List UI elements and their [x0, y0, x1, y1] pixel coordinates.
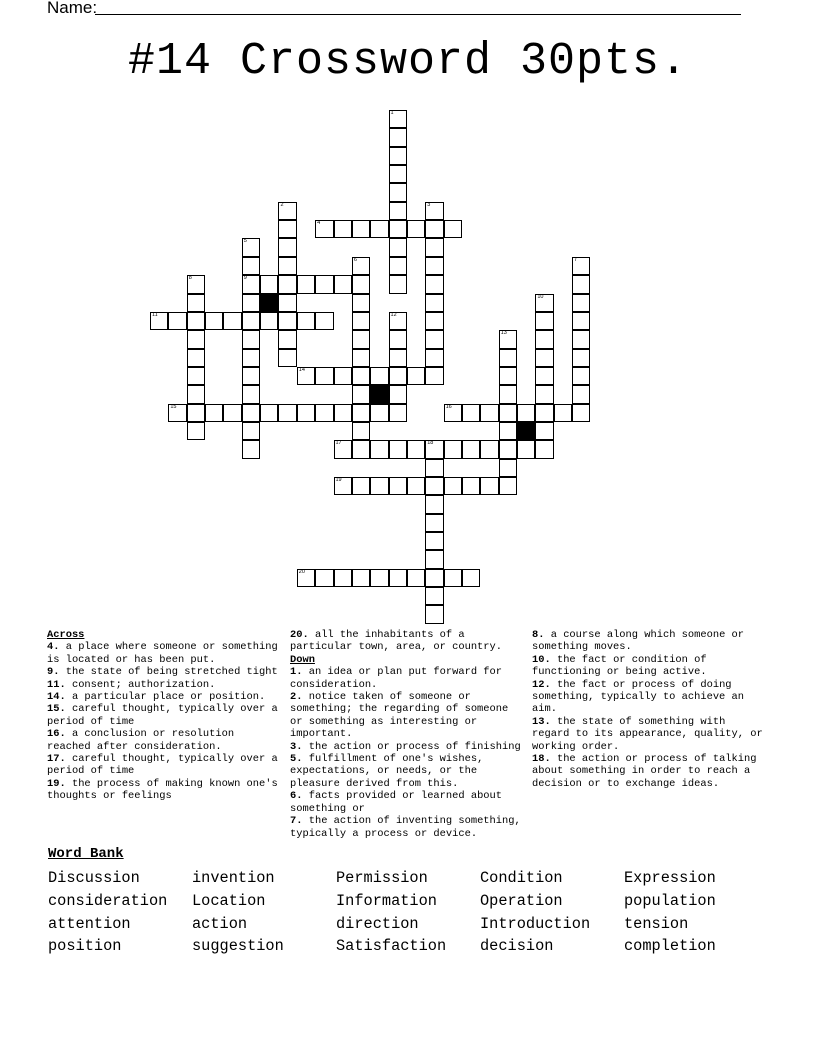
clue-number-label: 19.: [47, 777, 72, 790]
clue-number: 14: [298, 366, 305, 373]
grid-cell[interactable]: [278, 294, 296, 312]
grid-cell[interactable]: [370, 367, 388, 385]
grid-cell[interactable]: [187, 349, 205, 367]
grid-cell[interactable]: [187, 422, 205, 440]
clue-text: a course along which someone or something moves.: [532, 629, 745, 654]
clues-column-3: [532, 629, 766, 790]
grid-cell[interactable]: [352, 220, 370, 238]
clue-item: [47, 679, 281, 691]
clue-number-label: 20.: [290, 629, 315, 641]
grid-cell[interactable]: [535, 312, 553, 330]
word-bank-item: invention: [192, 869, 275, 887]
grid-cell[interactable]: [389, 275, 407, 293]
clue-number-label: 2.: [290, 691, 309, 704]
grid-cell[interactable]: [499, 385, 517, 403]
grid-cell[interactable]: [535, 422, 553, 440]
grid-cell[interactable]: [499, 477, 517, 495]
grid-cell[interactable]: [334, 477, 352, 495]
grid-cell[interactable]: [187, 275, 205, 293]
grid-black-cell: [370, 385, 388, 403]
clue-text: the state of being stretched tight: [65, 666, 278, 679]
clue-item: [290, 691, 524, 741]
grid-cell[interactable]: [297, 312, 315, 330]
grid-cell[interactable]: [444, 220, 462, 238]
clue-item: [532, 629, 766, 654]
name-label: Name:: [47, 0, 98, 17]
clue-item: [47, 753, 281, 778]
grid-cell[interactable]: [425, 514, 443, 532]
grid-cell[interactable]: [278, 349, 296, 367]
grid-cell[interactable]: [352, 330, 370, 348]
clue-number-label: 18.: [532, 753, 557, 766]
grid-cell[interactable]: [370, 440, 388, 458]
grid-cell[interactable]: [370, 220, 388, 238]
clue-item: [532, 654, 766, 679]
grid-cell[interactable]: [297, 569, 315, 587]
grid-cell[interactable]: [389, 330, 407, 348]
grid-cell[interactable]: [535, 367, 553, 385]
clue-number-label: 1.: [290, 666, 309, 679]
grid-cell[interactable]: [242, 385, 260, 403]
grid-cell[interactable]: [389, 183, 407, 201]
clue-number-label: 10.: [532, 653, 557, 666]
grid-cell[interactable]: [389, 440, 407, 458]
grid-cell[interactable]: [480, 404, 498, 422]
clue-item: [47, 666, 281, 678]
grid-cell[interactable]: [535, 440, 553, 458]
clue-item: [47, 778, 281, 803]
grid-cell[interactable]: [370, 477, 388, 495]
grid-cell[interactable]: [425, 257, 443, 275]
clue-text: a particular place or position.: [71, 691, 266, 704]
grid-cell[interactable]: [572, 330, 590, 348]
clue-item: [47, 703, 281, 728]
clues-column-2: [290, 629, 524, 840]
grid-cell[interactable]: [389, 128, 407, 146]
grid-cell[interactable]: [352, 257, 370, 275]
grid-cell[interactable]: [352, 385, 370, 403]
grid-cell[interactable]: [425, 495, 443, 513]
clue-number: 8: [188, 275, 192, 282]
grid-cell[interactable]: [260, 404, 278, 422]
clue-item: [290, 815, 524, 840]
grid-cell[interactable]: [554, 404, 572, 422]
grid-cell[interactable]: [425, 294, 443, 312]
grid-cell[interactable]: [425, 569, 443, 587]
grid-cell[interactable]: [187, 404, 205, 422]
word-bank-item: consideration: [48, 891, 168, 910]
grid-cell[interactable]: [425, 202, 443, 220]
clue-number: 2: [280, 201, 284, 208]
grid-cell[interactable]: [425, 238, 443, 256]
grid-cell[interactable]: [205, 312, 223, 330]
grid-cell[interactable]: [389, 202, 407, 220]
grid-cell[interactable]: [315, 404, 333, 422]
grid-black-cell: [260, 294, 278, 312]
grid-cell[interactable]: [425, 330, 443, 348]
grid-cell[interactable]: [315, 220, 333, 238]
grid-cell[interactable]: [572, 257, 590, 275]
clue-number-label: 8.: [532, 629, 551, 641]
grid-cell[interactable]: [242, 312, 260, 330]
grid-cell[interactable]: [315, 569, 333, 587]
grid-cell[interactable]: [315, 275, 333, 293]
grid-cell[interactable]: [425, 312, 443, 330]
grid-cell[interactable]: [297, 404, 315, 422]
word-bank-row: [48, 915, 768, 938]
clue-text: all the inhabitants of a particular town, area, or country.: [290, 629, 503, 654]
grid-cell[interactable]: [517, 440, 535, 458]
clue-item: [532, 679, 766, 716]
grid-cell[interactable]: [407, 477, 425, 495]
clues-column-1: [47, 629, 281, 803]
grid-cell[interactable]: [315, 367, 333, 385]
clue-number: 18: [427, 440, 434, 447]
grid-cell[interactable]: [480, 477, 498, 495]
clue-number: 19: [335, 477, 342, 483]
clue-number: 6: [353, 256, 357, 263]
grid-cell[interactable]: [334, 404, 352, 422]
clue-item: [290, 666, 524, 691]
grid-cell[interactable]: [389, 404, 407, 422]
grid-cell[interactable]: [223, 312, 241, 330]
grid-cell[interactable]: [352, 404, 370, 422]
grid-cell[interactable]: [242, 257, 260, 275]
clue-number: 12: [390, 311, 397, 318]
clue-text: the action or process of talking about something in order to reach a decision or to exchange ideas.: [532, 753, 757, 790]
grid-cell[interactable]: [352, 312, 370, 330]
grid-cell[interactable]: [572, 275, 590, 293]
grid-cell[interactable]: [278, 202, 296, 220]
grid-cell[interactable]: [407, 367, 425, 385]
word-bank-item: decision: [480, 937, 554, 956]
grid-cell[interactable]: [535, 349, 553, 367]
grid-cell[interactable]: [260, 312, 278, 330]
word-bank-item: Condition: [480, 869, 563, 887]
grid-cell[interactable]: [462, 440, 480, 458]
grid-cell[interactable]: [425, 220, 443, 238]
page-title: #14 Crossword 30pts.: [127, 36, 689, 87]
grid-cell[interactable]: [150, 312, 168, 330]
grid-cell[interactable]: [425, 477, 443, 495]
clue-item: [290, 753, 524, 790]
grid-cell[interactable]: [462, 569, 480, 587]
grid-cell[interactable]: [352, 294, 370, 312]
grid-cell[interactable]: [572, 349, 590, 367]
grid-cell[interactable]: [389, 238, 407, 256]
grid-cell[interactable]: [223, 404, 241, 422]
clue-number-label: 4.: [47, 641, 66, 654]
clue-text: the process of making known one's thoughts or feelings: [47, 777, 278, 803]
grid-cell[interactable]: [242, 440, 260, 458]
grid-cell[interactable]: [187, 367, 205, 385]
clue-text: the action or process of finishing: [308, 740, 521, 753]
clue-number-label: 7.: [290, 815, 309, 828]
grid-cell[interactable]: [389, 367, 407, 385]
grid-cell[interactable]: [278, 312, 296, 330]
grid-cell[interactable]: [334, 275, 352, 293]
clue-text: the fact or process of doing something, typically to achieve an aim.: [532, 678, 745, 716]
grid-cell[interactable]: [389, 257, 407, 275]
grid-cell[interactable]: [444, 477, 462, 495]
grid-cell[interactable]: [242, 367, 260, 385]
word-bank-item: action: [192, 914, 248, 933]
grid-cell[interactable]: [370, 569, 388, 587]
grid-cell[interactable]: [425, 275, 443, 293]
clue-text: an idea or plan put forward for consideration.: [290, 666, 503, 691]
clue-text: facts provided or learned about something or: [290, 790, 503, 815]
grid-cell[interactable]: [352, 349, 370, 367]
grid-cell[interactable]: [480, 440, 498, 458]
clue-number-label: 3.: [290, 740, 309, 753]
grid-cell[interactable]: [278, 275, 296, 293]
word-bank-item: Information: [336, 891, 437, 910]
clue-text: a place where someone or something is located or has been put.: [47, 641, 278, 666]
clue-item: [532, 716, 766, 753]
clue-number-label: 17.: [47, 753, 72, 766]
grid-cell[interactable]: [499, 404, 517, 422]
word-bank-heading: Word Bank: [48, 846, 124, 862]
word-bank-item: Permission: [336, 869, 428, 887]
grid-cell[interactable]: [334, 367, 352, 385]
grid-cell[interactable]: [242, 404, 260, 422]
clue-item: [47, 728, 281, 753]
grid-cell[interactable]: [407, 569, 425, 587]
grid-cell[interactable]: [260, 275, 278, 293]
grid-cell[interactable]: [389, 349, 407, 367]
clue-item: [47, 641, 281, 666]
grid-cell[interactable]: [334, 440, 352, 458]
grid-cell[interactable]: [187, 294, 205, 312]
grid-cell[interactable]: [242, 330, 260, 348]
grid-cell[interactable]: [572, 404, 590, 422]
word-bank-item: Satisfaction: [336, 937, 447, 956]
word-bank-row: [48, 869, 768, 892]
clue-item: [47, 691, 281, 703]
clue-text: the fact or condition of functioning or being active.: [532, 653, 707, 679]
clue-text: fulfillment of one's wishes, expectations, or needs, or the pleasure derived from this.: [290, 753, 484, 790]
grid-cell[interactable]: [499, 440, 517, 458]
grid-black-cell: [517, 422, 535, 440]
grid-cell[interactable]: [242, 238, 260, 256]
grid-cell[interactable]: [352, 569, 370, 587]
grid-cell[interactable]: [425, 550, 443, 568]
grid-cell[interactable]: [242, 294, 260, 312]
grid-cell[interactable]: [499, 422, 517, 440]
clue-number: 4: [317, 220, 321, 227]
grid-cell[interactable]: [389, 569, 407, 587]
clue-number: 11: [152, 311, 158, 318]
grid-cell[interactable]: [187, 330, 205, 348]
grid-cell[interactable]: [407, 440, 425, 458]
clue-number: 7: [574, 256, 578, 263]
word-bank-item: Expression: [624, 869, 716, 887]
clue-text: careful thought, typically over a period of time: [47, 753, 278, 778]
grid-cell[interactable]: [425, 587, 443, 605]
clue-number: 17: [335, 440, 342, 447]
clue-number: 20: [298, 568, 305, 575]
grid-cell[interactable]: [278, 238, 296, 256]
word-bank-row: [48, 892, 768, 915]
clue-number: 9: [243, 275, 247, 282]
grid-cell[interactable]: [425, 605, 443, 623]
clue-number: 16: [445, 403, 452, 410]
grid-cell[interactable]: [389, 477, 407, 495]
clue-number: 3: [427, 201, 431, 208]
clue-number-label: 16.: [47, 728, 72, 741]
word-bank-item: Location: [192, 891, 266, 910]
grid-cell[interactable]: [462, 477, 480, 495]
grid-cell[interactable]: [352, 440, 370, 458]
grid-cell[interactable]: [389, 220, 407, 238]
grid-cell[interactable]: [535, 385, 553, 403]
across-heading: Across: [47, 629, 85, 641]
grid-cell[interactable]: [370, 404, 388, 422]
grid-cell[interactable]: [425, 532, 443, 550]
clue-number: 10: [537, 293, 544, 300]
clue-number-label: 12.: [532, 678, 557, 691]
grid-cell[interactable]: [168, 404, 186, 422]
clue-item: [290, 629, 524, 654]
grid-cell[interactable]: [499, 349, 517, 367]
grid-cell[interactable]: [334, 220, 352, 238]
clue-number-label: 14.: [47, 691, 72, 704]
clue-number: 15: [170, 403, 177, 410]
grid-cell[interactable]: [444, 404, 462, 422]
grid-cell[interactable]: [389, 312, 407, 330]
grid-cell[interactable]: [352, 422, 370, 440]
grid-cell[interactable]: [297, 275, 315, 293]
word-bank-item: position: [48, 937, 122, 956]
grid-cell[interactable]: [425, 367, 443, 385]
grid-cell[interactable]: [187, 312, 205, 330]
grid-cell[interactable]: [205, 404, 223, 422]
grid-cell[interactable]: [425, 459, 443, 477]
grid-cell[interactable]: [389, 385, 407, 403]
word-bank: [48, 869, 768, 960]
grid-cell[interactable]: [168, 312, 186, 330]
clue-text: the state of something with regard to its appearance, quality, or working order.: [532, 715, 763, 753]
clue-number-label: 15.: [47, 703, 72, 716]
clue-number-label: 5.: [290, 753, 309, 766]
grid-cell[interactable]: [278, 220, 296, 238]
clue-text: notice taken of someone or something; the regarding of someone or something as interesting or important.: [290, 691, 509, 741]
word-bank-item: population: [624, 891, 716, 910]
clue-text: careful thought, typically over a period of time: [47, 703, 278, 728]
grid-cell[interactable]: [389, 110, 407, 128]
word-bank-row: [48, 937, 768, 960]
grid-cell[interactable]: [334, 569, 352, 587]
clue-item: [290, 741, 524, 753]
clue-number: 13: [500, 330, 507, 337]
clue-number-label: 9.: [47, 666, 66, 679]
down-heading: Down: [290, 653, 315, 666]
clue-number: 1: [390, 110, 394, 116]
grid-cell[interactable]: [425, 440, 443, 458]
grid-cell[interactable]: [315, 312, 333, 330]
grid-cell[interactable]: [352, 477, 370, 495]
grid-cell[interactable]: [499, 459, 517, 477]
clue-text: the action of inventing something, typically a process or device.: [290, 815, 521, 840]
grid-cell[interactable]: [572, 385, 590, 403]
grid-cell[interactable]: [278, 330, 296, 348]
clue-number-label: 13.: [532, 715, 557, 728]
word-bank-item: direction: [336, 914, 419, 933]
grid-cell[interactable]: [242, 275, 260, 293]
word-bank-item: Discussion: [48, 869, 140, 887]
clue-number-label: 11.: [47, 678, 72, 691]
grid-cell[interactable]: [242, 349, 260, 367]
grid-cell[interactable]: [389, 165, 407, 183]
word-bank-item: completion: [624, 937, 716, 956]
grid-cell[interactable]: [425, 349, 443, 367]
grid-cell[interactable]: [535, 294, 553, 312]
grid-cell[interactable]: [278, 404, 296, 422]
grid-cell[interactable]: [535, 404, 553, 422]
grid-cell[interactable]: [444, 569, 462, 587]
word-bank-item: Operation: [480, 891, 563, 910]
clue-number-label: 6.: [290, 790, 309, 803]
grid-cell[interactable]: [352, 275, 370, 293]
grid-cell[interactable]: [535, 330, 553, 348]
clue-item: [290, 790, 524, 815]
grid-cell[interactable]: [297, 367, 315, 385]
grid-cell[interactable]: [278, 257, 296, 275]
clue-text: consent; authorization.: [71, 678, 216, 691]
clue-text: a conclusion or resolution reached after consideration.: [47, 728, 235, 753]
word-bank-item: Introduction: [480, 914, 591, 933]
grid-cell[interactable]: [242, 422, 260, 440]
word-bank-item: attention: [48, 914, 131, 933]
clue-number: 5: [243, 238, 247, 245]
word-bank-item: tension: [624, 914, 689, 933]
grid-cell[interactable]: [572, 294, 590, 312]
grid-cell[interactable]: [462, 404, 480, 422]
grid-cell[interactable]: [572, 312, 590, 330]
grid-cell[interactable]: [389, 147, 407, 165]
grid-cell[interactable]: [517, 404, 535, 422]
grid-cell[interactable]: [499, 330, 517, 348]
clue-item: [532, 753, 766, 790]
grid-cell[interactable]: [187, 385, 205, 403]
word-bank-item: suggestion: [192, 937, 284, 956]
grid-cell[interactable]: [407, 220, 425, 238]
grid-cell[interactable]: [352, 367, 370, 385]
grid-cell[interactable]: [444, 440, 462, 458]
grid-cell[interactable]: [499, 367, 517, 385]
grid-cell[interactable]: [572, 367, 590, 385]
